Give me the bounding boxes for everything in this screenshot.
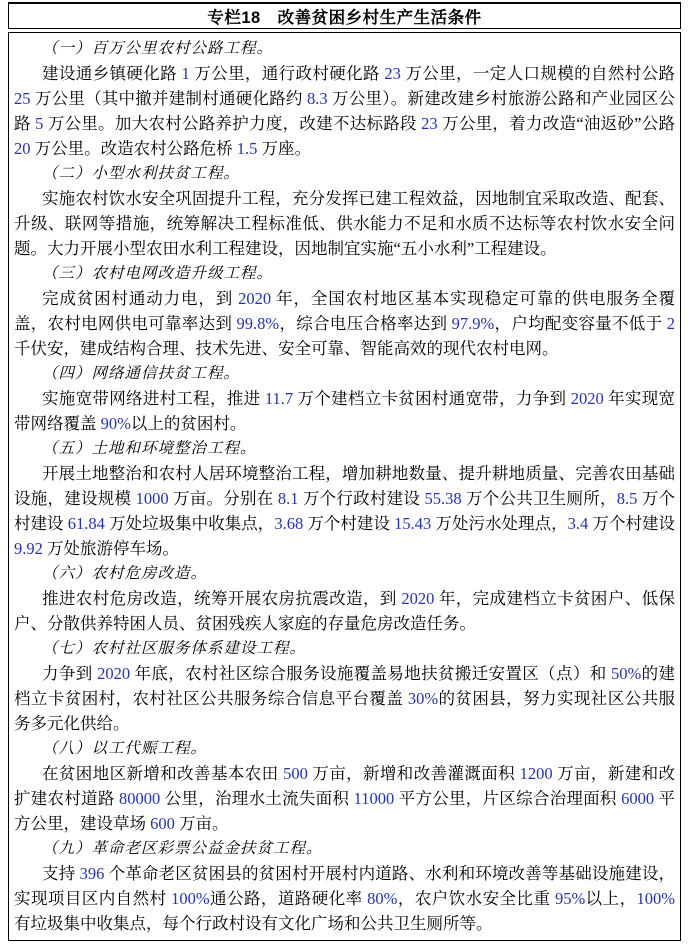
section-heading: （七）农村社区服务体系建设工程。 [42,640,307,657]
section-8 [14,736,675,836]
column-content [8,32,681,941]
section-6 [14,561,675,636]
section-4 [14,361,675,436]
section-body: 实施农村饮水安全巩固提升工程，充分发挥已建工程效益，因地制宜采取改造、配套、升级、联网等措施，统筹解决工程标准低、供水能力不足和水质不达标等农村饮水安全问题。大力开展小型农田水利工程建设，因地制宜实施“五小水利”工程建设。 [14,189,675,258]
section-9 [14,836,675,936]
section-heading: （八）以工代赈工程。 [42,740,208,757]
column-title: 专栏18 改善贫困乡村生产生活条件 [207,9,482,27]
column-title-bar [8,2,681,29]
section-heading: （五）土地和环境整治工程。 [42,440,257,457]
section-heading: （四）网络通信扶贫工程。 [42,365,241,382]
section-heading: （六）农村危房改造。 [42,565,208,582]
section-body: 力争到 2020 年底，农村社区综合服务设施覆盖易地扶贫搬迁安置区（点）和 50%的建档立卡贫困村，农村社区公共服务综合信息平台覆盖 30%的贫困县，努力实现社区公共服务多元化供给。 [14,664,676,733]
section-heading: （九）革命老区彩票公益金扶贫工程。 [42,840,323,857]
section-body: 实施宽带网络进村工程，推进 11.7 万个建档立卡贫困村通宽带，力争到 2020 年实现宽带网络覆盖 90%以上的贫困村。 [14,389,676,433]
section-body: 在贫困地区新增和改善基本农田 500 万亩，新增和改善灌溉面积 1200 万亩，新建和改扩建农村道路 80000 公里，治理水土流失面积 11000 平方公里，片区综合治理面积 6000 平方公里，建设草场 600 万亩。 [14,764,676,833]
section-heading: （二）小型水利扶贫工程。 [42,165,241,182]
section-5 [14,436,675,561]
section-body: 支持 396 个革命老区贫困县的贫困村开展村内道路、水利和环境改善等基础设施建设，实现项目区内自然村 100%通公路，道路硬化率 80%，农户饮水安全比重 95%以上，100%有垃圾集中收集点，每个行政村设有文化广场和公共卫生厕所等。 [14,864,676,933]
section-7 [14,636,675,736]
section-heading: （一）百万公里农村公路工程。 [42,40,274,57]
section-body: 建设通乡镇硬化路 1 万公里，通行政村硬化路 23 万公里，一定人口规模的自然村公路 25 万公里（其中撤并建制村通硬化路约 8.3 万公里）。新建改建乡村旅游公路和产业园区公路 5 万公里。加大农村公路养护力度，改建不达标路段 23 万公里，着力改造“油返砂”公路 20 万公里。改造农村公路危桥 1.5 万座。 [14,64,676,158]
section-body: 完成贫困村通动力电，到 2020 年，全国农村地区基本实现稳定可靠的供电服务全覆盖，农村电网供电可靠率达到 99.8%，综合电压合格率达到 97.9%，户均配变容量不低于 2 千伏安，建成结构合理、技术先进、安全可靠、智能高效的现代农村电网。 [14,289,676,358]
section-3 [14,261,675,361]
section-2 [14,161,675,261]
section-body: 开展土地整治和农村人居环境整治工程，增加耕地数量、提升耕地质量、完善农田基础设施，建设规模 1000 万亩。分别在 8.1 万个行政村建设 55.38 万个公共卫生厕所，8.5 万个村建设 61.84 万处垃圾集中收集点，3.68 万个村建设 15.43 万处污水处理点，3.4 万个村建设 9.92 万处旅游停车场。 [14,464,676,558]
section-1 [14,36,675,161]
section-heading: （三）农村电网改造升级工程。 [42,265,274,282]
section-body: 推进农村危房改造，统筹开展农房抗震改造，到 2020 年，完成建档立卡贫困户、低保户、分散供养特困人员、贫困残疾人家庭的存量危房改造任务。 [14,589,676,633]
